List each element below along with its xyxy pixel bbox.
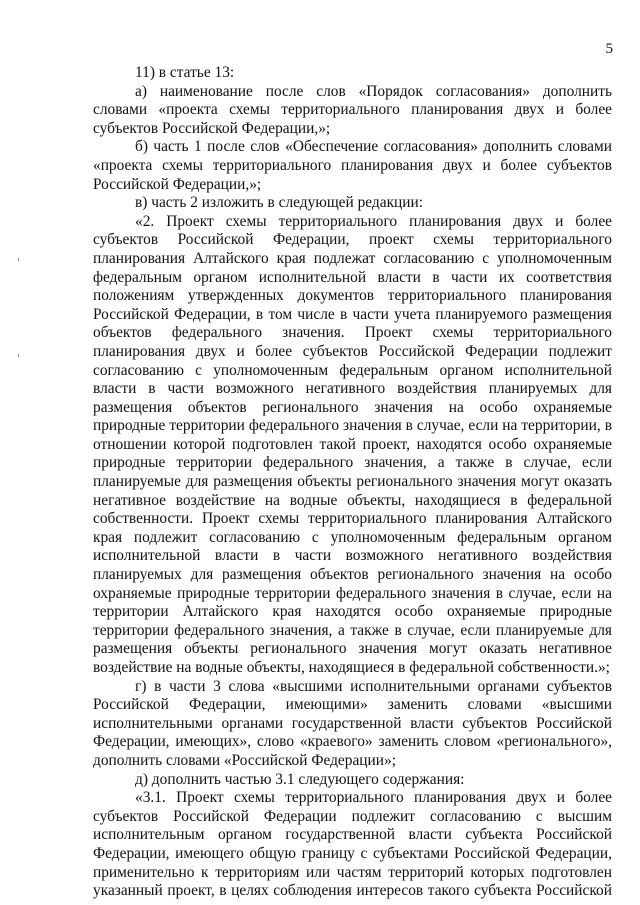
paragraph-part-3-1-text: «3.1. Проект схемы территориального планирования двух и более субъектов Российской Федерации подлежит согласованию с высшим исполнительным органом государственной власти субъекта Российской Федерации, имеющего общую границу с субъектами Российской Федерации, применительно к территориям или частям территорий которых подготовлен указанный проект, в целях соблюдения интересов такого субъекта Российской: [93, 789, 612, 900]
page-number: 5: [605, 41, 613, 57]
paragraph-part-2-text: «2. Проект схемы территориального планирования двух и более субъектов Российской Федерации, проект схемы территориального планирования Алтайского края подлежат согласованию с уполномоченным федеральным органом исполнительной власти в части их соответствия положениям утвержденных документов территориального планирования Российской Федерации, в том числе в части учета планируемого размещения объектов федерального значения. Проект схемы территориального планирования двух и более субъектов Российской Федерации подлежит согласованию с уполномоченным федеральным органом исполнительной власти в части возможного негативного воздействия планируемых для размещения объектов регионального значения на особо охраняемые природные территории федерального значения в случае, если на территории, в отношении которой подготовлен такой проект, находятся особо охраняемые природные территории федерального значения, а также в случае, если планируемые для размещения объекты регионального значения могут оказать негативное воздействие на водные объекты, находящиеся в федеральной собственности. Проект схемы территориального планирования Алтайского края подлежит согласованию с уполномоченным федеральным органом исполнительной власти в части возможного негативного воздействия планируемых для размещения объектов регионального значения на особо охраняемые природные территории федерального значения в случае, если на территории Алтайского края находятся особо охраняемые природные территории федерального значения, а также в случае, если планируемые для размещения объекты регионального значения могут оказать негативное воздействие на водные объекты, находящиеся в федеральной собственности.»;: [93, 212, 612, 676]
paragraph-subitem-d: д) дополнить частью 3.1 следующего содержания:: [135, 770, 465, 788]
paragraph-subitem-a: а) наименование после слов «Порядок согласования» дополнить словами «проекта схемы территориального планирования двух и более субъектов Российской Федерации,»;: [93, 82, 612, 137]
scan-mark: [18, 258, 19, 261]
scan-mark: [18, 354, 19, 357]
paragraph-item-11: 11) в статье 13:: [135, 64, 235, 81]
paragraph-subitem-g: г) в части 3 слова «высшими исполнительными органами субъектов Российской Федерации, имеющими» заменить словами «высшими исполнительными органами государственной власти субъектов Российской Федерации, имеющих», слово «краевого» заменить словом «регионального», дополнить словами «Российской Федерации»;: [93, 677, 612, 769]
paragraph-subitem-v: в) часть 2 изложить в следующей редакции:: [135, 194, 424, 212]
body-text: [93, 64, 612, 901]
paragraph-subitem-b: б) часть 1 после слов «Обеспечение согласования» дополнить словами «проекта схемы территориального планирования двух и более субъектов Российской Федерации,»;: [93, 138, 612, 193]
